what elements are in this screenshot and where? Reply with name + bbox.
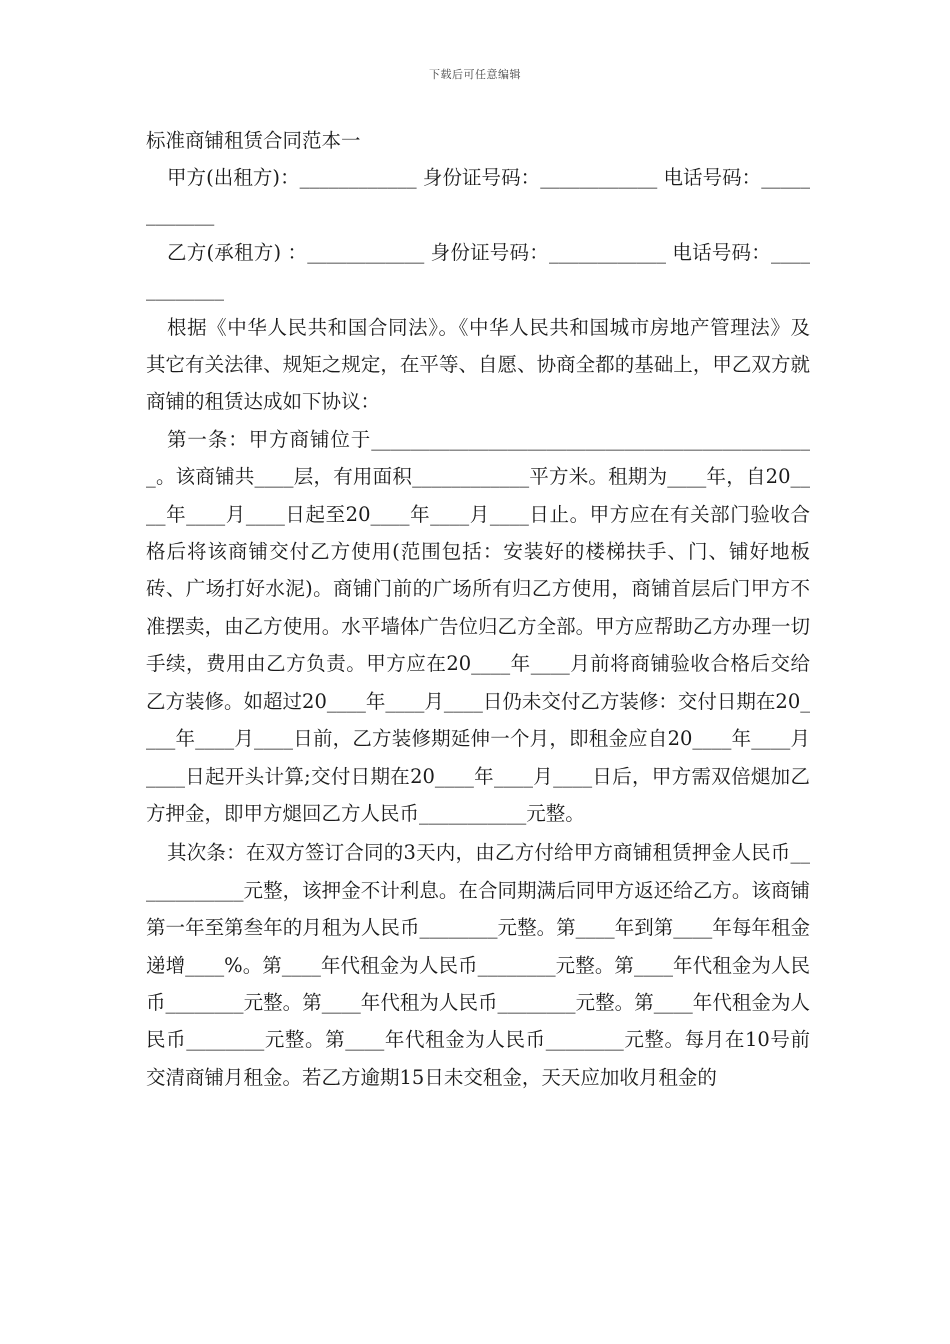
legal-basis-paragraph: 根据《中华人民共和国合同法》。《中华人民共和国城市房地产管理法》及其它有关法律、规矩之规定，在平等、自愿、协商全都的基础上，甲乙双方就商铺的租赁达成如下协议： [146, 315, 810, 414]
page-header-note: 下载后可任意编辑 [429, 68, 521, 81]
contract-title: 标准商铺租赁合同范本一 [146, 129, 361, 152]
party-b-line: 乙方(承租方) ：____________ 身份证号码：____________ 电话号码：____________ [146, 240, 810, 302]
article-2-paragraph: 其次条：在双方签订合同的3天内，由乙方付给甲方商铺租赁押金人民币____________元整，该押金不计利息。在合同期满后同甲方返还给乙方。该商铺第一年至第叁年的月租为人民币________元整。第____年到第____年每年租金递增____%。第____年代租金为人民币________元整。第____年代租金为人民币________元整。第____年代租为人民币________元整。第____年代租金为人民币________元整。第____年代租金为人民币________元整。每月在10号前交清商铺月租金。若乙方逾期15日未交租金，天天应加收月租金的 [146, 841, 810, 1089]
contract-document [146, 123, 810, 1096]
article-1-paragraph: 第一条：甲方商铺位于______________________________________________。该商铺共____层，有用面积____________平方米。租期为____年，自20____年____月____日起至20____年____月____日止。甲方应在有关部门验收合格后将该商铺交付乙方使用(范围包括：安装好的楼梯扶手、门、铺好地板砖、广场打好水泥)。商铺门前的广场所有归乙方使用，商铺首层后门甲方不准摆卖，由乙方使用。水平墙体广告位归乙方全部。甲方应帮助乙方办理一切手续，费用由乙方负责。甲方应在20____年____月前将商铺验收合格后交给乙方装修。如超过20____年____月____日仍未交付乙方装修：交付日期在20____年____月____日前，乙方装修期延伸一个月，即租金应自20____年____月____日起开头计算;交付日期在20____年____月____日后，甲方需双倍煺加乙方押金，即甲方煺回乙方人民币___________元整。 [146, 427, 810, 825]
party-a-line: 甲方(出租方)：____________ 身份证号码：____________ 电话号码：____________ [146, 166, 810, 227]
